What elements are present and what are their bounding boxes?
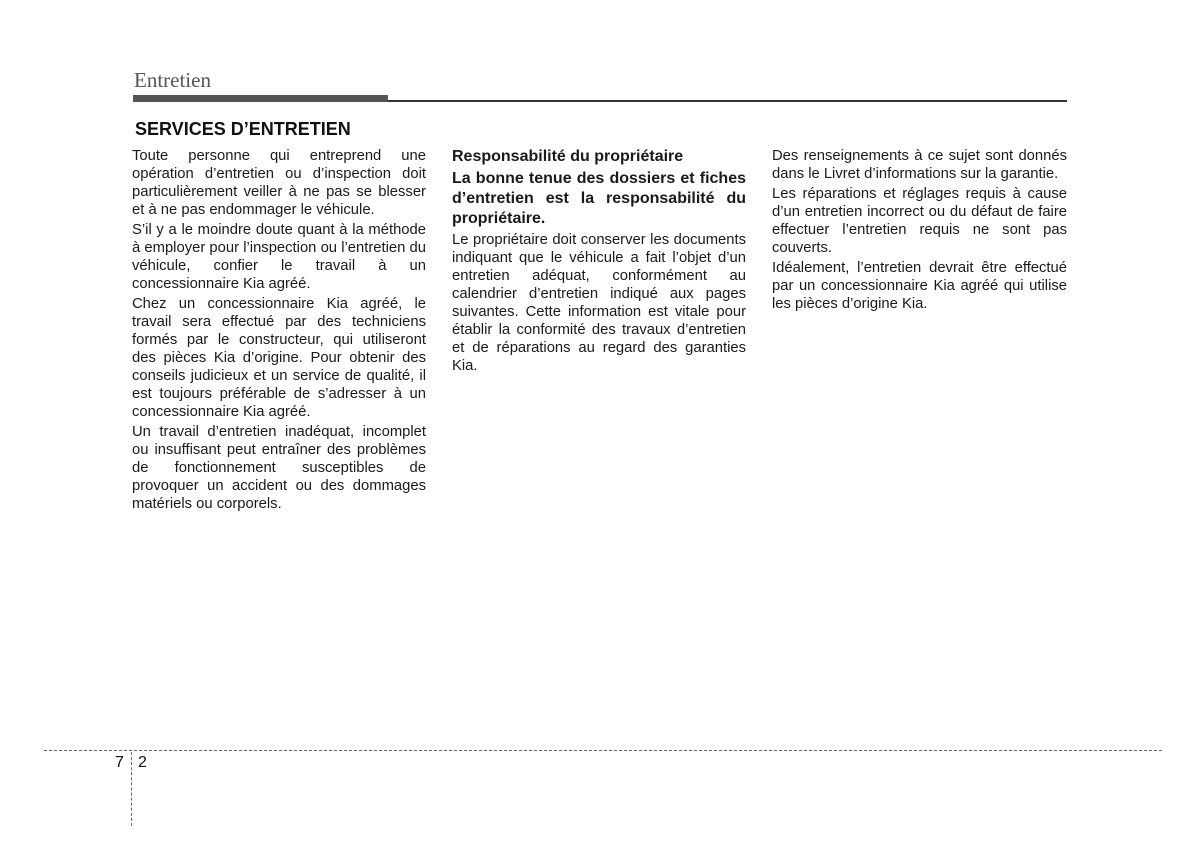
paragraph: Idéalement, l’entretien devrait être effectué par un concessionnaire Kia agréé qui utilise les pièces d’origine Kia. — [772, 260, 1067, 312]
lead-statement: La bonne tenue des dossiers et fiches d’entretien est la responsabilité du propriétaire. — [452, 170, 746, 227]
header-rule-thick — [133, 95, 388, 102]
header-title: Entretien — [134, 68, 211, 92]
column-1 — [132, 147, 426, 515]
subheading: Responsabilité du propriétaire — [452, 148, 684, 165]
section-title: SERVICES D’ENTRETIEN — [135, 119, 351, 139]
paragraph: Les réparations et réglages requis à cause d’un entretien incorrect ou du défaut de faire effectuer l’entretien requis ne sont pas couverts. — [772, 186, 1067, 256]
paragraph: Des renseignements à ce sujet sont donnés dans le Livret d’informations sur la garantie. — [772, 148, 1067, 182]
chapter-number: 7 — [115, 754, 124, 771]
paragraph: Un travail d’entretien inadéquat, incomplet ou insuffisant peut entraîner des problèmes de fonctionnement susceptibles de provoquer un accident ou des dommages matériels ou corporels. — [132, 424, 426, 512]
paragraph: Le propriétaire doit conserver les documents indiquant que le véhicule a fait l’objet d’un entretien adéquat, conformément au calendrier d’entretien indiqué aux pages suivantes. Cette information est vitale pour établir la conformité des travaux d’entretien et de réparations au regard des garanties Kia. — [452, 232, 746, 374]
column-2 — [452, 147, 746, 377]
paragraph: S’il y a le moindre doute quant à la méthode à employer pour l’inspection ou l’entretien du véhicule, confier le travail à un concessionnaire Kia agréé. — [132, 222, 426, 292]
column-3 — [772, 147, 1067, 315]
paragraph: Toute personne qui entreprend une opération d’entretien ou d’inspection doit particulièrement veiller à ne pas se blesser et à ne pas endommager le véhicule. — [132, 148, 426, 218]
paragraph: Chez un concessionnaire Kia agréé, le travail sera effectué par des techniciens formés par le constructeur, qui utiliseront des pièces Kia d’origine. Pour obtenir des conseils judicieux et un service de qualité, il est toujours préférable de s’adresser à un concessionnaire Kia agréé. — [132, 296, 426, 420]
footer-dashed-divider — [131, 752, 132, 826]
page-number: 2 — [138, 754, 147, 771]
footer-dashed-rule — [44, 750, 1162, 751]
header-rule-thin — [388, 100, 1067, 102]
